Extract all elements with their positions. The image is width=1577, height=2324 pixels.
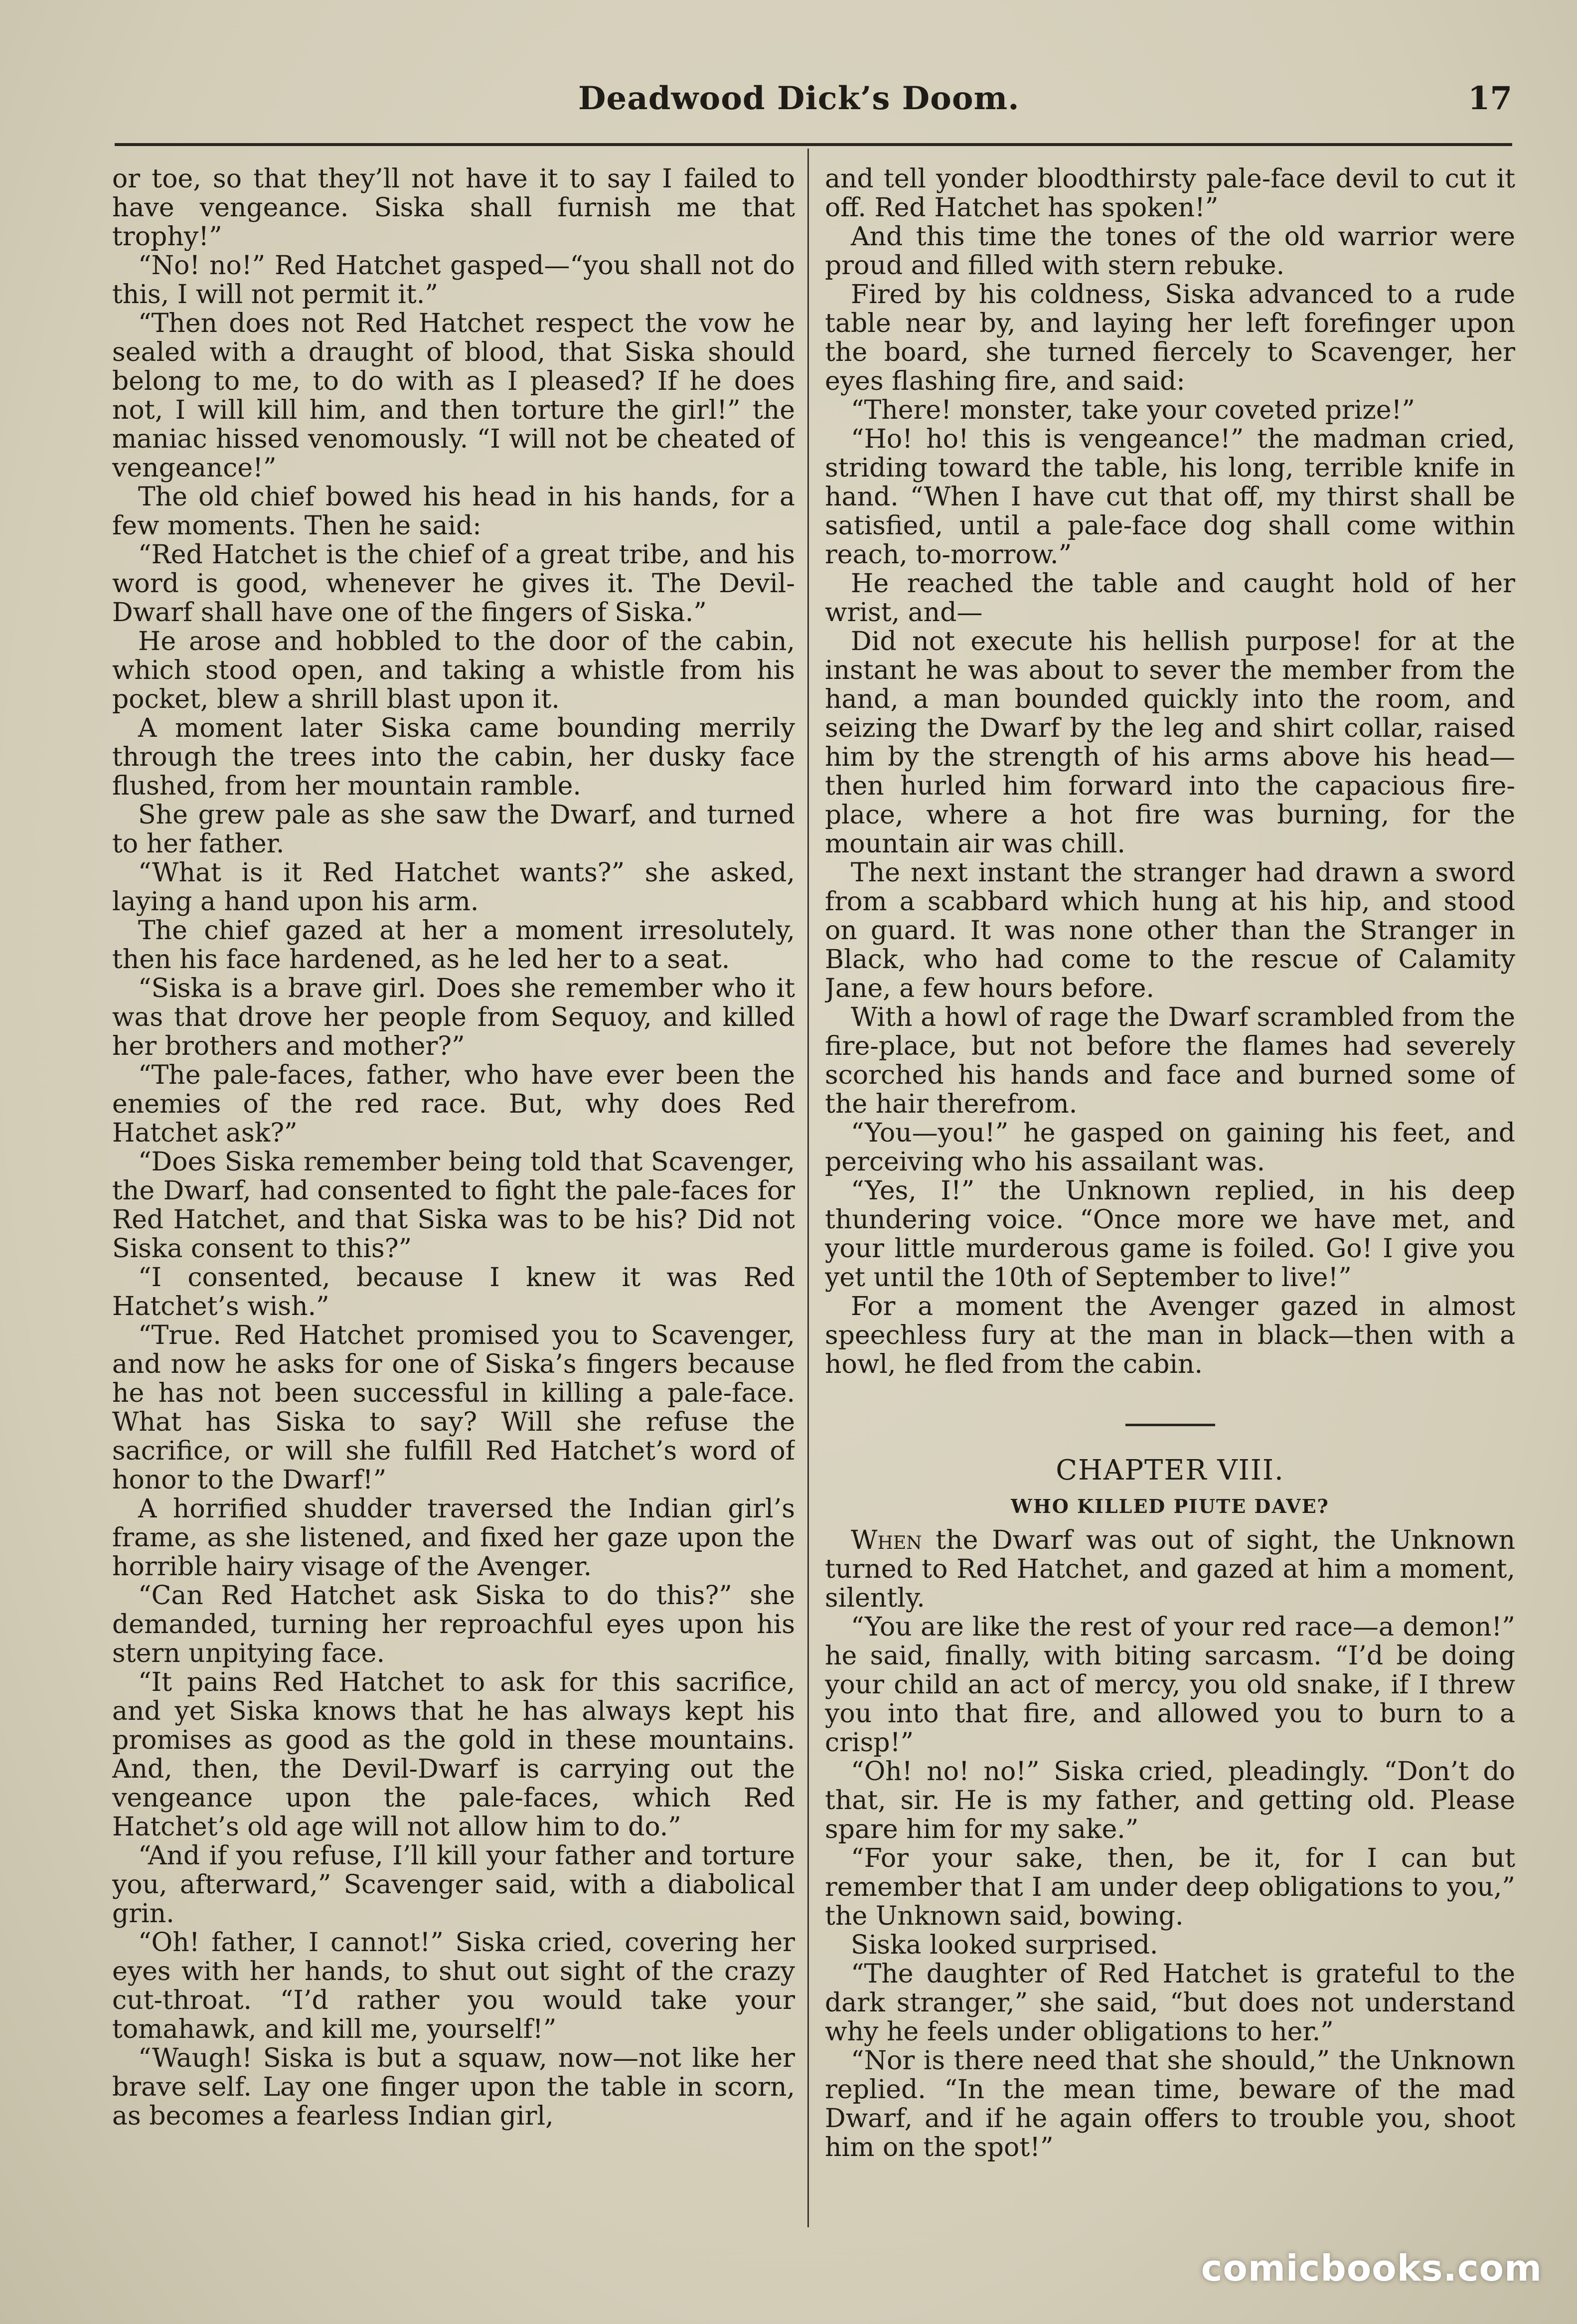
paragraph (112, 165, 795, 251)
paragraph-text: “Oh! no! no!” Siska cried, pleadingly. “Don’t do that, sir. He is my father, and getting old. Please spare him for my sake.” (825, 1757, 1515, 1844)
paragraph-text: A moment later Siska came bounding merrily through the trees into the cabin, her dusky face flushed, from her mountain ramble. (112, 713, 795, 801)
paragraph-text: And this time the tones of the old warrior were proud and filled with stern rebuke. (825, 222, 1515, 281)
paragraph-text: For a moment the Avenger gazed in almost speechless fury at the man in black—then with a howl, he fled from the cabin. (825, 1292, 1515, 1379)
paragraph (825, 1003, 1515, 1119)
paragraph (825, 1931, 1515, 1960)
paragraph (825, 1292, 1515, 1379)
paragraph (825, 222, 1515, 280)
paragraph (112, 974, 795, 1061)
paragraph (112, 1581, 795, 1668)
right-column-top-text (825, 165, 1515, 1379)
column-rule (807, 149, 809, 2227)
paragraph (825, 858, 1515, 1003)
paragraph (112, 1061, 795, 1148)
paragraph-text: “Yes, I!” the Unknown replied, in his deep thundering voice. “Once more we have met, and your little murderous game is foiled. Go! I give you yet until the 10th of September to live!” (825, 1176, 1515, 1293)
lead-word: When (851, 1525, 922, 1555)
paragraph-text: “The daughter of Red Hatchet is grateful to the dark stranger,” she said, “but does not understand why he feels under obligations to her.” (825, 1959, 1515, 2047)
page-header (115, 75, 1512, 135)
paragraph-text: “It pains Red Hatchet to ask for this sacrifice, and yet Siska knows that he has always kept his promises as good as the gold in these mountains. And, then, the Devil-Dwarf is carrying out the vengeance upon the pale-faces, which Red Hatchet’s old age will not allow him to do.” (112, 1667, 795, 1842)
paragraph (112, 1494, 795, 1581)
paragraph (112, 1668, 795, 1841)
paragraph-text: The next instant the stranger had drawn a sword from a scabbard which hung at his hip, and stood on guard. It was none other than the Stranger in Black, who had come to the rescue of Calamity Jane, a few hours before. (825, 858, 1515, 1003)
paragraph-text: The old chief bowed his head in his hands, for a few moments. Then he said: (112, 482, 795, 541)
paragraph-text: “Red Hatchet is the chief of a great tribe, and his word is good, whenever he gives it. The Devil-Dwarf shall have one of the fingers of Siska.” (112, 540, 795, 628)
paragraph-text: Fired by his coldness, Siska advanced to a rude table near by, and laying her left forefinger upon the board, she turned fiercely to Scavenger, her eyes flashing fire, and said: (825, 280, 1515, 396)
paragraph (112, 540, 795, 627)
paragraph-text: “You—you!” he gasped on gaining his feet, and perceiving who his assailant was. (825, 1118, 1515, 1177)
paragraph (825, 1960, 1515, 2046)
paragraph (112, 309, 795, 483)
paragraph (112, 916, 795, 974)
paragraph-text: “Waugh! Siska is but a squaw, now—not like her brave self. Lay one finger upon the table in scorn, as becomes a fearless Indian girl, (112, 2043, 795, 2131)
paragraph-text: “There! monster, take your coveted prize!” (851, 395, 1416, 425)
paragraph-text: or toe, so that they’ll not have it to say I failed to have vengeance. Siska shall furnish me that trophy!” (112, 165, 795, 252)
paragraph (112, 1841, 795, 1928)
paragraph (825, 569, 1515, 627)
paragraph (825, 165, 1515, 222)
paragraph (112, 801, 795, 858)
paragraph-text: the Dwarf was out of sight, the Unknown turned to Red Hatchet, and gazed at him a moment, silently. (825, 1525, 1515, 1613)
right-column-bottom-text (825, 1526, 1515, 2162)
paragraph (825, 1176, 1515, 1292)
header-rule (115, 143, 1512, 146)
paragraph-text: “Siska is a brave girl. Does she remember who it was that drove her people from Sequoy, and killed her brothers and mother?” (112, 974, 795, 1061)
paragraph-text: He reached the table and caught hold of her wrist, and— (825, 569, 1515, 628)
paragraph-text: She grew pale as she saw the Dwarf, and turned to her father. (112, 800, 795, 859)
paragraph (112, 714, 795, 801)
paragraph-text: “Ho! ho! this is vengeance!” the madman cried, striding toward the table, his long, terrible knife in hand. “When I have cut that off, my thirst shall be satisfied, until a pale-face dog shall come within reach, to-morrow.” (825, 424, 1515, 570)
paragraph-text: “Oh! father, I cannot!” Siska cried, covering her eyes with her hands, to shut out sight of the crazy cut-throat. “I’d rather you would take your tomahawk, and kill me, yourself!” (112, 1928, 795, 2044)
paragraph (825, 1757, 1515, 1844)
paragraph (112, 1263, 795, 1321)
paragraph-text: Did not execute his hellish purpose! for at the instant he was about to sever the member from the hand, a man bounded quickly into the room, and seizing the Dwarf by the leg and shirt collar, raised him by the strength of his arms above his head—then hurled him forward into the capacious fire-place, where a hot fire was burning, for the mountain air was chill. (825, 627, 1515, 859)
paragraph-text: “What is it Red Hatchet wants?” she asked, laying a hand upon his arm. (112, 858, 795, 917)
paragraph (825, 425, 1515, 569)
paragraph-text: “No! no!” Red Hatchet gasped—“you shall not do this, I will not permit it.” (112, 251, 795, 310)
paragraph-text: He arose and hobbled to the door of the cabin, which stood open, and taking a whistle from his pocket, blew a shrill blast upon it. (112, 627, 795, 714)
paragraph (112, 1148, 795, 1263)
paragraph (112, 483, 795, 540)
watermark: comicbooks.com (1201, 2247, 1542, 2289)
paragraph (112, 2044, 795, 2131)
left-column (112, 165, 795, 2228)
page-number: 17 (1467, 80, 1512, 117)
chapter-subtitle: WHO KILLED PIUTE DAVE? (1011, 1495, 1329, 1517)
paragraph (825, 280, 1515, 396)
paragraph-text: “And if you refuse, I’ll kill your father and torture you, afterward,” Scavenger said, with a diabolical grin. (112, 1841, 795, 1929)
paragraph (825, 1844, 1515, 1931)
paragraph-text: “The pale-faces, father, who have ever been the enemies of the red race. But, why does Red Hatchet ask?” (112, 1060, 795, 1148)
paragraph-text: “True. Red Hatchet promised you to Scavenger, and now he asks for one of Siska’s fingers because he has not been successful in killing a pale-face. What has Siska to say? Will she refuse the sacrifice, or will she fulfill Red Hatchet’s word of honor to the Dwarf!” (112, 1321, 795, 1495)
paragraph (112, 251, 795, 309)
paragraph-text: The chief gazed at her a moment irresolutely, then his face hardened, as he led her to a seat. (112, 916, 795, 975)
paragraph-text: “Nor is there need that she should,” the Unknown replied. “In the mean time, beware of the mad Dwarf, and if he again offers to trouble you, shoot him on the spot!” (825, 2046, 1515, 2162)
paragraph (112, 1928, 795, 2044)
paragraph-text: A horrified shudder traversed the Indian girl’s frame, as she listened, and fixed her gaze upon the horrible hairy visage of the Avenger. (112, 1494, 795, 1582)
paragraph (112, 858, 795, 916)
paragraph-text: “For your sake, then, be it, for I can but remember that I am under deep obligations to you,” the Unknown said, bowing. (825, 1843, 1515, 1931)
section-rule (1125, 1424, 1215, 1426)
paragraph (825, 1119, 1515, 1176)
paragraph (825, 2046, 1515, 2162)
paragraph-text: Siska looked surprised. (851, 1930, 1158, 1960)
paragraph-text: “Does Siska remember being told that Scavenger, the Dwarf, had consented to fight the pale-faces for Red Hatchet, and that Siska was to be his? Did not Siska consent to this?” (112, 1147, 795, 1264)
running-title: Deadwood Dick’s Doom. (578, 80, 1020, 117)
paragraph (112, 627, 795, 714)
paragraph-text: “I consented, because I knew it was Red Hatchet’s wish.” (112, 1263, 795, 1322)
chapter-title: CHAPTER VIII. (1056, 1454, 1284, 1487)
paragraph (825, 1526, 1515, 1613)
right-column (825, 165, 1515, 2228)
paragraph (825, 627, 1515, 858)
paragraph (112, 1321, 795, 1494)
paragraph-text: “You are like the rest of your red race—a demon!” he said, finally, with biting sarcasm. “I’d be doing your child an act of mercy, you old snake, if I threw you into that fire, and allowed you to burn to a crisp!” (825, 1612, 1515, 1758)
paragraph-text: With a howl of rage the Dwarf scrambled from the fire-place, but not before the flames had severely scorched his hands and face and burned some of the hair therefrom. (825, 1002, 1515, 1119)
paragraph-text: “Can Red Hatchet ask Siska to do this?” she demanded, turning her reproachful eyes upon his stern unpitying face. (112, 1581, 795, 1668)
paragraph-text: “Then does not Red Hatchet respect the vow he sealed with a draught of blood, that Siska should belong to me, to do with as I pleased? If he does not, I will kill him, and then torture the girl!” the maniac hissed venomously. “I will not be cheated of vengeance!” (112, 309, 795, 483)
paragraph (825, 1613, 1515, 1757)
paragraph (825, 396, 1515, 425)
paragraph-text: and tell yonder bloodthirsty pale-face devil to cut it off. Red Hatchet has spoken!” (825, 165, 1515, 223)
